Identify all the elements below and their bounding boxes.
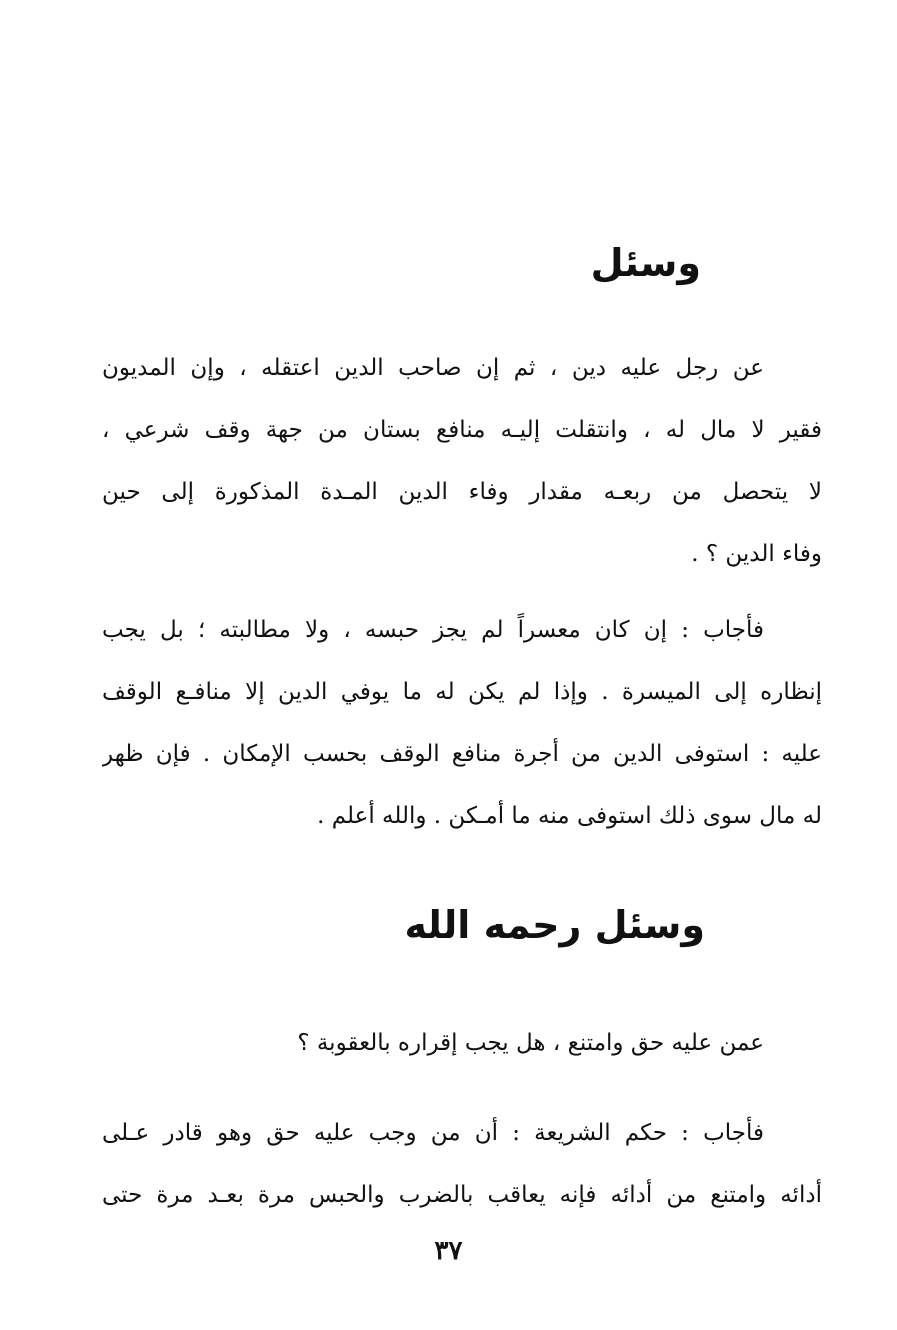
section-heading-asked-may-god-have-mercy: وسئل رحمه الله [404,903,705,947]
paragraph-line: عن رجل عليه دين ، ثم إن صاحب الدين اعتقله ، وإن المديون [102,355,764,381]
question-paragraph-2 [102,1012,822,1074]
paragraph-line: فأجاب : حكم الشريعة : أن من وجب عليه حق وهو قادر عـلى [102,1120,764,1146]
section-heading-asked: وسئل [590,241,701,285]
paragraph-line: أدائه وامتنع من أدائه فإنه يعاقب بالضرب والحبس مرة بعـد مرة حتى [102,1182,822,1208]
paragraph-line: لا يتحصل من ربعـه مقدار وفاء الدين المـدة المذكورة إلى حين [102,479,822,505]
paragraph-line: عمن عليه حق وامتنع ، هل يجب إقراره بالعقوبة ؟ [297,1030,764,1056]
answer-paragraph-1 [102,599,822,847]
paragraph-line: وفاء الدين ؟ . [691,541,822,567]
question-paragraph-1 [102,337,822,585]
paragraph-line: فقير لا مال له ، وانتقلت إليـه منافع بستان من جهة وقف شرعي ، [102,417,822,443]
paragraph-line: إنظاره إلى الميسرة . وإذا لم يكن له ما يوفي الدين إلا منافـع الوقف [102,679,822,705]
page-number: ٣٧ [434,1236,463,1266]
answer-paragraph-2 [102,1102,822,1226]
paragraph-line: له مال سوى ذلك استوفى منه ما أمـكن . والله أعلم . [317,803,822,829]
paragraph-line: عليه : استوفى الدين من أجرة منافع الوقف بحسب الإمكان . فإن ظهر [102,741,822,767]
paragraph-line: فأجاب : إن كان معسراً لم يجز حبسه ، ولا مطالبته ؛ بل يجب [102,617,764,643]
